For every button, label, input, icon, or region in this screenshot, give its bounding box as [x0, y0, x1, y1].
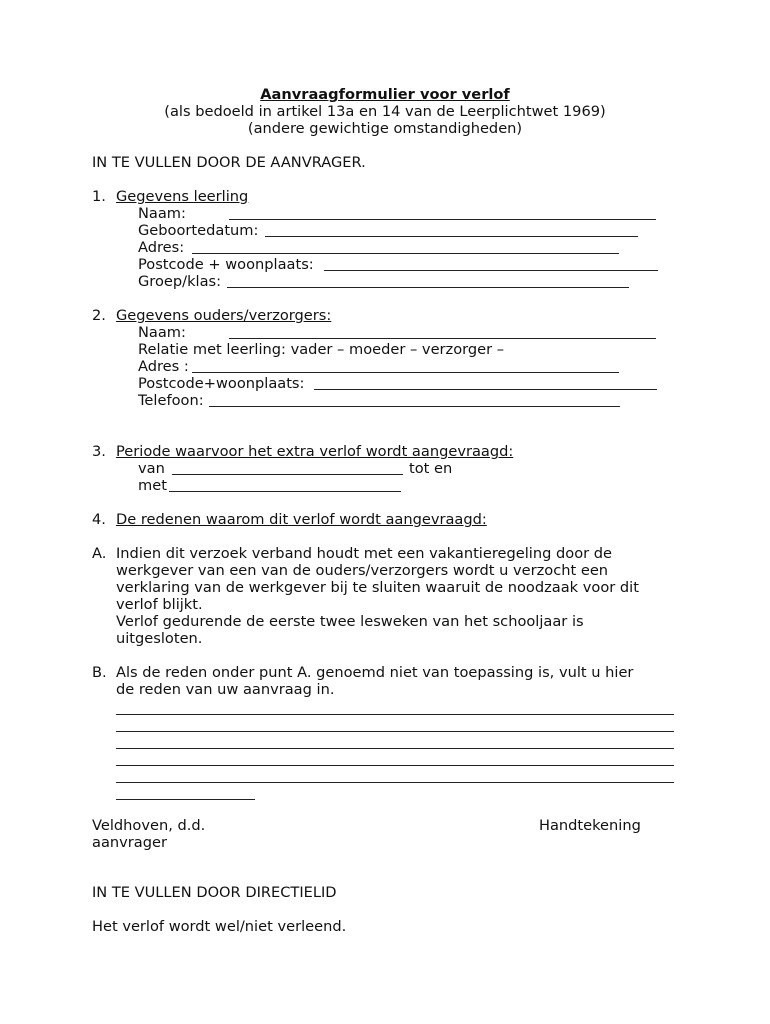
sectionB-label: B.	[92, 664, 107, 681]
student-birthdate-label: Geboortedatum:	[138, 222, 259, 239]
form-title: Aanvraagformulier voor verlof	[260, 86, 510, 103]
section4-number: 4.	[92, 511, 106, 528]
director-decision: Het verlof wordt wel/niet verleend.	[92, 918, 347, 935]
applicant-intro: IN TE VULLEN DOOR DE AANVRAGER.	[92, 154, 366, 171]
signature-place-date: Veldhoven, d.d.	[92, 817, 206, 834]
period-to-label: tot en	[409, 460, 453, 477]
sectionA-line: verklaring van de werkgever bij te sluiten waaruit de noodzaak voor dit	[116, 579, 639, 596]
section2-title: Gegevens ouders/verzorgers:	[116, 307, 332, 324]
reason-line[interactable]	[116, 731, 674, 732]
reason-line[interactable]	[116, 765, 674, 766]
section1-number: 1.	[92, 188, 106, 205]
reason-line[interactable]	[116, 714, 674, 715]
signature-applicant: aanvrager	[92, 834, 167, 851]
student-postcode-label: Postcode + woonplaats:	[138, 256, 314, 273]
period-to-line[interactable]	[169, 491, 401, 492]
reason-line-short[interactable]	[116, 799, 255, 800]
parent-address-label: Adres :	[138, 358, 189, 375]
section2-number: 2.	[92, 307, 106, 324]
parent-postcode-label: Postcode+woonplaats:	[138, 375, 305, 392]
student-group-line[interactable]	[227, 287, 629, 288]
parent-name-label: Naam:	[138, 324, 186, 341]
parent-phone-line[interactable]	[209, 406, 620, 407]
section3-title: Periode waarvoor het extra verlof wordt aangevraagd:	[116, 443, 514, 460]
section4-title: De redenen waarom dit verlof wordt aangevraagd:	[116, 511, 487, 528]
parent-phone-label: Telefoon:	[138, 392, 204, 409]
sectionA-line: uitgesloten.	[116, 630, 203, 647]
student-name-line[interactable]	[229, 219, 656, 220]
director-heading: IN TE VULLEN DOOR DIRECTIELID	[92, 884, 337, 901]
sectionA-line: verlof blijkt.	[116, 596, 203, 613]
student-address-label: Adres:	[138, 239, 185, 256]
sectionA-line: Indien dit verzoek verband houdt met een vakantieregeling door de	[116, 545, 613, 562]
sectionA-line: werkgever van een van de ouders/verzorgers wordt u verzocht een	[116, 562, 609, 579]
form-subtitle-circumstances: (andere gewichtige omstandigheden)	[247, 120, 523, 137]
parent-relation-label: Relatie met leerling: vader – moeder – verzorger –	[138, 341, 505, 358]
student-group-label: Groep/klas:	[138, 273, 222, 290]
form-subtitle-law: (als bedoeld in artikel 13a en 14 van de Leerplichtwet 1969)	[164, 103, 606, 120]
period-with-label: met	[138, 477, 167, 494]
student-birthdate-line[interactable]	[265, 236, 638, 237]
student-address-line[interactable]	[192, 253, 619, 254]
parent-name-line[interactable]	[229, 338, 656, 339]
student-name-label: Naam:	[138, 205, 186, 222]
parent-postcode-line[interactable]	[314, 389, 657, 390]
period-from-line[interactable]	[172, 474, 403, 475]
parent-address-line[interactable]	[192, 372, 619, 373]
reason-line[interactable]	[116, 748, 674, 749]
period-from-label: van	[138, 460, 165, 477]
sectionA-line: Verlof gedurende de eerste twee lesweken van het schooljaar is	[116, 613, 584, 630]
sectionB-line: de reden van uw aanvraag in.	[116, 681, 335, 698]
sectionB-line: Als de reden onder punt A. genoemd niet van toepassing is, vult u hier	[116, 664, 634, 681]
sectionA-label: A.	[92, 545, 107, 562]
reason-line[interactable]	[116, 782, 674, 783]
signature-label: Handtekening	[539, 817, 641, 834]
section1-title: Gegevens leerling	[116, 188, 249, 205]
student-postcode-line[interactable]	[324, 270, 658, 271]
section3-number: 3.	[92, 443, 106, 460]
